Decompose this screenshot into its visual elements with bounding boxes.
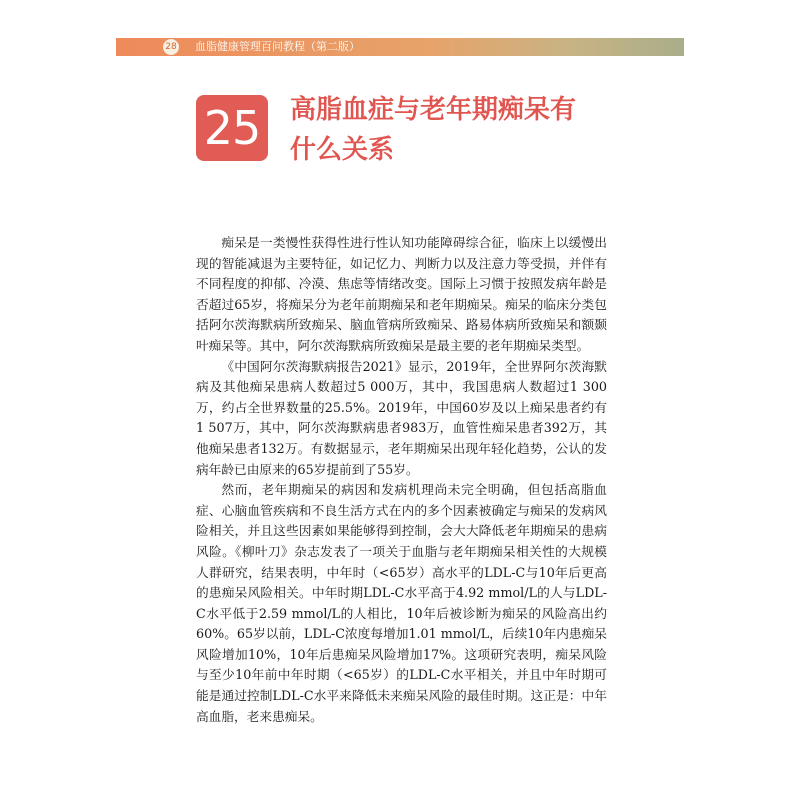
paragraph-2: 《中国阿尔茨海默病报告2021》显示，2019年，全世界阿尔茨海默病及其他痴呆患病人数超过5 000万，其中，我国患病人数超过1 300万，约占全世界数量的25.5%。2019年，中国60岁及以上痴呆患者约有1 507万，其中，阿尔茨海默病患者983万，血管性痴呆患者392万，其他痴呆患者132万。有数据显示，老年期痴呆出现年轻化趋势，公认的发病年龄已由原来的65岁提前到了55岁。 [196, 358, 607, 477]
page-number: 28 [163, 39, 179, 55]
book-title: 血脂健康管理百问教程（第二版） [195, 40, 360, 53]
chapter-title [290, 90, 620, 170]
chapter-title-line-1: 高脂血症与老年期痴呆有 [290, 95, 577, 125]
chapter-title-line-2: 什么关系 [290, 135, 395, 165]
paragraph-1: 痴呆是一类慢性获得性进行性认知功能障碍综合征，临床上以缓慢出现的智能减退为主要特征，如记忆力、判断力以及注意力等受损，并伴有不同程度的抑郁、冷漠、焦虑等情绪改变。国际上习惯于按照发病年龄是否超过65岁，将痴呆分为老年前期痴呆和老年期痴呆。痴呆的临床分类包括阿尔茨海默病所致痴呆、脑血管病所致痴呆、路易体病所致痴呆和额颞叶痴呆等。其中，阿尔茨海默病所致痴呆是最主要的老年期痴呆类型。 [196, 235, 607, 353]
chapter-number-badge: 25 [196, 95, 268, 161]
body-text [196, 233, 607, 727]
paragraph-3: 然而，老年期痴呆的病因和发病机理尚未完全明确，但包括高脂血症、心脑血管疾病和不良生活方式在内的多个因素被确定与痴呆的发病风险相关，并且这些因素如果能够得到控制，会大大降低老年期痴呆的患病风险。《柳叶刀》杂志发表了一项关于血脂与老年期痴呆相关性的大规模人群研究，结果表明，中年时（<65岁）高水平的LDL-C与10年后更高的患痴呆风险相关。中年时期LDL-C水平高于4.92 mmol/L的人与LDL-C水平低于2.59 mmol/L的人相比，10年后被诊断为痴呆的风险高出约60%。65岁以前，LDL-C浓度每增加1.01 mmol/L，后续10年内患痴呆风险增加10%，10年后患痴呆风险增加17%。这项研究表明，痴呆风险与至少10年前中年时期（<65岁）的LDL-C水平相关，并且中年时期可能是通过控制LDL-C水平来降低未来痴呆风险的最佳时期。这正是：中年高血脂，老来患痴呆。 [196, 482, 607, 724]
